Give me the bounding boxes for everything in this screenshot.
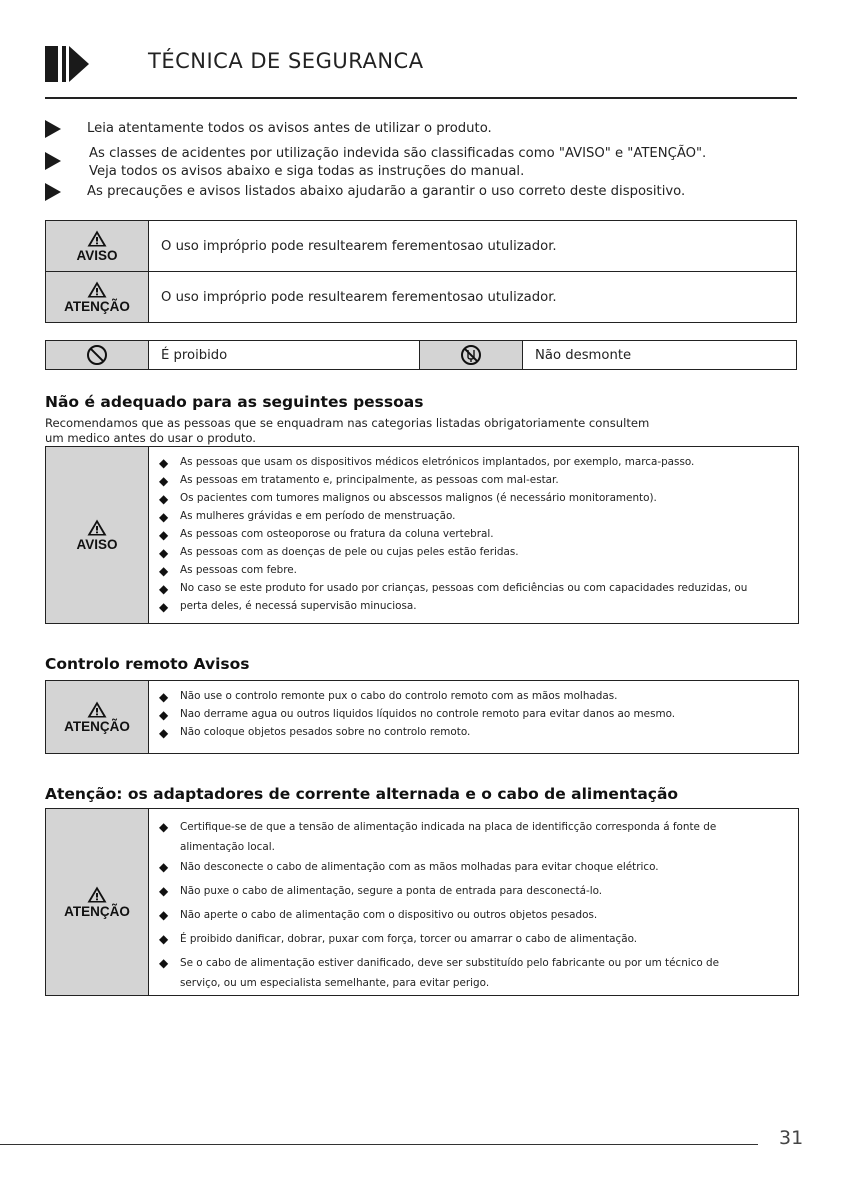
- diamond-bullet-icon: ◆: [159, 456, 169, 470]
- prohibited-text: É proibido: [149, 341, 420, 370]
- section-title: Atenção: os adaptadores de corrente alternada e o cabo de alimentação: [45, 785, 679, 803]
- atencao-label: ATENÇÃO: [64, 903, 130, 919]
- diamond-bullet-icon: ◆: [159, 690, 169, 704]
- list-item: ◆ perta deles, é necessá supervisão minuciosa.: [159, 600, 417, 614]
- diamond-bullet-icon: ◆: [159, 546, 169, 560]
- list-item: ◆ As pessoas com as doenças de pele ou cujas peles estão feridas.: [159, 546, 519, 560]
- diamond-bullet-icon: ◆: [159, 564, 169, 578]
- page-number: 31: [779, 1127, 804, 1149]
- list-item: ◆ Não desconecte o cabo de alimentação com as mãos molhadas para evitar choque elétrico.: [157, 857, 798, 881]
- header-divider: [45, 97, 797, 99]
- power-adapter-warning-box: [45, 808, 799, 996]
- aviso-label-cell: [46, 221, 149, 272]
- do-not-disassemble-text: Não desmonte: [523, 341, 797, 370]
- list-item: ◆ No caso se este produto for usado por crianças, pessoas com deficiências ou com capacidades reduzidas, ou: [159, 582, 748, 596]
- diamond-bullet-icon: ◆: [159, 600, 169, 614]
- aviso-description: O uso impróprio pode resultearem ferementosao utulizador.: [149, 221, 797, 272]
- diamond-bullet-icon: ◆: [159, 528, 169, 542]
- diamond-bullet-icon: ◆: [159, 492, 169, 506]
- diamond-bullet-icon: ◆: [159, 860, 169, 874]
- diamond-bullet-icon: ◆: [159, 956, 169, 970]
- list-item: ◆ As pessoas com febre.: [159, 564, 297, 578]
- section-title: Não é adequado para as seguintes pessoas: [45, 393, 424, 411]
- intro-text: Leia atentamente todos os avisos antes de utilizar o produto.: [87, 121, 492, 136]
- warning-triangle-icon: [87, 230, 107, 247]
- intro-item: [45, 182, 805, 204]
- diamond-bullet-icon: ◆: [159, 884, 169, 898]
- section-intro-line: um medico antes do usar o produto.: [45, 431, 256, 445]
- aviso-label: AVISO: [76, 247, 118, 263]
- unsuitable-persons-list: [149, 447, 798, 623]
- remote-control-list: [149, 681, 798, 753]
- list-item: ◆ Não aperte o cabo de alimentação com o dispositivo ou outros objetos pesados.: [157, 905, 798, 929]
- triangle-bullet-icon: [45, 183, 61, 201]
- do-not-disassemble-icon: [460, 344, 482, 366]
- list-item: ◆ Não use o controlo remonte pux o cabo do controlo remoto com as mãos molhadas.: [159, 690, 618, 704]
- warning-triangle-icon: [87, 281, 107, 298]
- aviso-label-cell: [46, 447, 149, 623]
- intro-item: [45, 144, 805, 184]
- disassemble-symbol-cell: [420, 341, 523, 370]
- list-item: ◆ As pessoas que usam os dispositivos médicos eletrónicos implantados, por exemplo, marca-passo.: [159, 456, 695, 470]
- list-item: ◆ É proibido danificar, dobrar, puxar com força, torcer ou amarrar o cabo de alimentação.: [157, 929, 798, 953]
- symbols-table: [45, 340, 797, 370]
- diamond-bullet-icon: ◆: [159, 708, 169, 722]
- atencao-label: ATENÇÃO: [64, 718, 130, 734]
- section-title: Controlo remoto Avisos: [45, 655, 250, 673]
- aviso-box: [45, 446, 799, 624]
- list-item: ◆ Nao derrame agua ou outros liquidos líquidos no controle remoto para evitar danos ao mesmo.: [159, 708, 676, 722]
- diamond-bullet-icon: ◆: [159, 510, 169, 524]
- diamond-bullet-icon: ◆: [159, 474, 169, 488]
- intro-item: [45, 119, 805, 141]
- list-item: ◆ Não puxe o cabo de alimentação, segure a ponta de entrada para desconectá-lo.: [157, 881, 798, 905]
- list-item: ◆ Certifique-se de que a tensão de alimentação indicada na placa de identificção corresponda á fonte de alimentação local.: [157, 817, 798, 857]
- aviso-label: AVISO: [76, 536, 118, 552]
- power-adapter-list: [149, 809, 798, 995]
- list-item: ◆ Se o cabo de alimentação estiver danificado, deve ser substituído pelo fabricante ou por um técnico de serviço, ou um especialista semelhante, para evitar perigo.: [157, 953, 798, 993]
- list-item: ◆ As mulheres grávidas e em período de menstruação.: [159, 510, 456, 524]
- intro-text: Veja todos os avisos abaixo e siga todas as instruções do manual.: [89, 164, 525, 179]
- warning-triangle-icon: [87, 701, 107, 718]
- triangle-bullet-icon: [45, 152, 61, 170]
- section-intro: [45, 416, 805, 446]
- atencao-label: ATENÇÃO: [64, 298, 130, 314]
- atencao-description: O uso impróprio pode resultearem ferementosao utulizador.: [149, 272, 797, 323]
- prohibited-symbol-cell: [46, 341, 149, 370]
- atencao-label-cell: [46, 809, 149, 995]
- diamond-bullet-icon: ◆: [159, 820, 169, 834]
- intro-text: As precauções e avisos listados abaixo ajudarão a garantir o uso correto deste dispositivo.: [87, 184, 686, 199]
- list-item: ◆ As pessoas com osteoporose ou fratura da coluna vertebral.: [159, 528, 494, 542]
- intro-text: As classes de acidentes por utilização indevida são classificadas como "AVISO" e "ATENÇÃO".: [89, 146, 707, 161]
- atencao-label-cell: [46, 272, 149, 323]
- triangle-bullet-icon: [45, 120, 61, 138]
- warning-triangle-icon: [87, 519, 107, 536]
- diamond-bullet-icon: ◆: [159, 908, 169, 922]
- list-item: ◆ Os pacientes com tumores malignos ou abscessos malignos (é necessário monitoramento).: [159, 492, 657, 506]
- chapter-marker-icon: [45, 46, 91, 82]
- atencao-label-cell: [46, 681, 149, 753]
- prohibited-icon: [86, 344, 108, 366]
- warning-triangle-icon: [87, 886, 107, 903]
- diamond-bullet-icon: ◆: [159, 932, 169, 946]
- warning-levels-table: [45, 220, 797, 323]
- diamond-bullet-icon: ◆: [159, 582, 169, 596]
- section-intro-line: Recomendamos que as pessoas que se enquadram nas categorias listadas obrigatoriamente consultem: [45, 416, 650, 430]
- footer-divider: [0, 1144, 758, 1145]
- page-title: TÉCNICA DE SEGURANCA: [148, 49, 424, 73]
- list-item: ◆ As pessoas em tratamento e, principalmente, as pessoas com mal-estar.: [159, 474, 559, 488]
- list-item: ◆ Não coloque objetos pesados sobre no controlo remoto.: [159, 726, 471, 740]
- remote-control-warning-box: [45, 680, 799, 754]
- diamond-bullet-icon: ◆: [159, 726, 169, 740]
